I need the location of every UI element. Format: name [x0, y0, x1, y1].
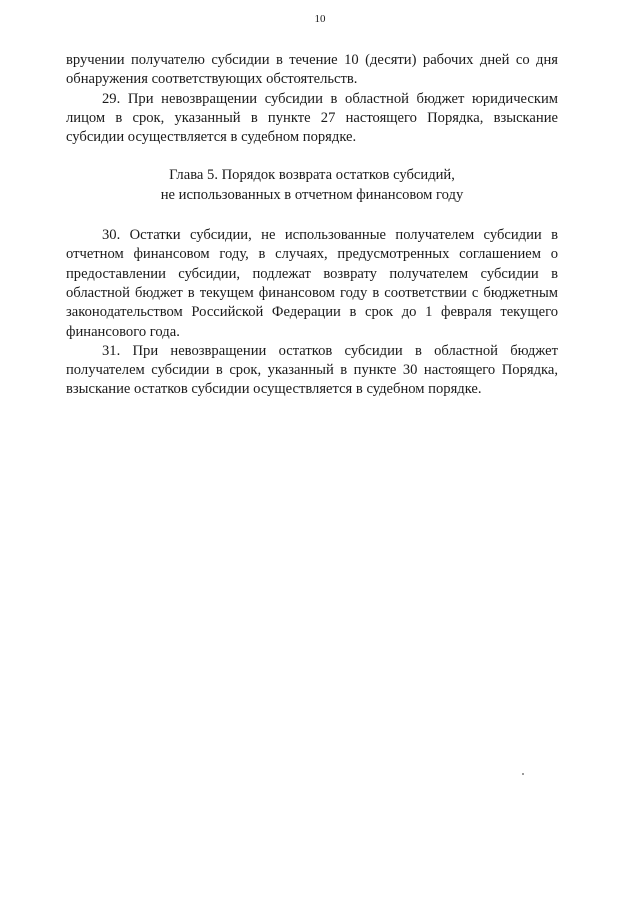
page-number: 10 [314, 13, 326, 25]
paragraph-31: 31. При невозвращении остатков субсидии в областной бюджет получателем субсидии в срок, указанный в пункте 30 настоящего Порядка, взыскание остатков субсидии осуществляется в судебном порядке. [66, 342, 558, 398]
chapter-heading-line-2: не использованных в отчетном финансовом году [160, 186, 464, 203]
chapter-heading [66, 166, 558, 205]
paragraph-continuation: вручении получателю субсидии в течение 10 (десяти) рабочих дней со дня обнаружения соответствующих обстоятельств. [66, 52, 558, 88]
document-body [66, 51, 558, 400]
paragraph-29: 29. При невозвращении субсидии в областной бюджет юридическим лицом в срок, указанный в пункте 27 настоящего Порядка, взыскание субсидии осуществляется в судебном порядке. [66, 90, 558, 146]
scan-speck [522, 773, 524, 775]
chapter-heading-line-1: Глава 5. Порядок возврата остатков субсидий, [169, 167, 455, 184]
paragraph-30: 30. Остатки субсидии, не использованные получателем субсидии в отчетном финансовом году, в случаях, предусмотренных соглашением о предоставлении субсидии, подлежат возврату получателем субсидии в областной бюджет в текущем финансовом году в соответствии с бюджетным законодательством Российской Федерации в срок до 1 февраля текущего финансового года. [66, 227, 558, 340]
